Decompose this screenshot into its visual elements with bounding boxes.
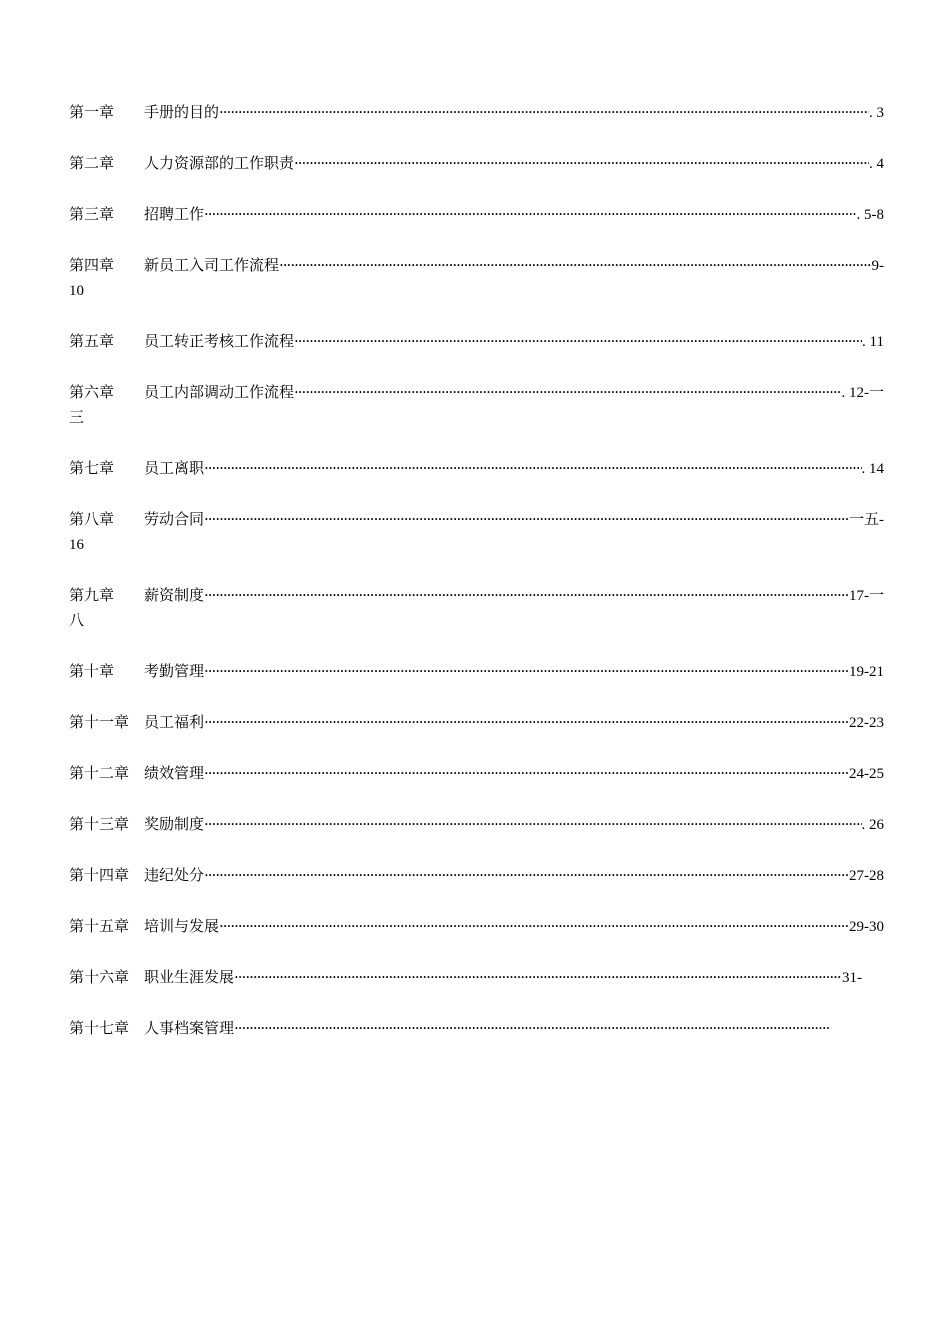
page-reference-continued: 10 <box>69 283 84 299</box>
chapter-number: 第五章 <box>69 332 115 350</box>
page-reference: . 5-8 <box>856 207 884 223</box>
chapter-title: 员工转正考核工作流程 <box>144 332 295 350</box>
chapter-number: 第九章 <box>69 586 115 604</box>
dot-leader <box>204 710 849 735</box>
dot-leader <box>204 812 861 837</box>
toc-entry <box>69 710 884 736</box>
toc-entry <box>69 507 884 558</box>
toc-entry <box>69 1016 884 1041</box>
chapter-number: 第二章 <box>69 154 115 172</box>
toc-entry <box>69 253 884 304</box>
page-reference: 9- <box>871 258 884 274</box>
chapter-number: 第六章 <box>69 383 115 401</box>
dot-leader <box>204 659 849 684</box>
page-reference: 29-30 <box>849 919 884 935</box>
dot-leader <box>294 380 841 405</box>
chapter-title: 劳动合同 <box>144 510 205 528</box>
page-reference: 24-25 <box>849 766 884 782</box>
page-reference: . 14 <box>861 461 884 477</box>
dot-leader <box>219 100 869 125</box>
toc-entry <box>69 761 884 787</box>
dot-leader <box>204 202 856 227</box>
dot-leader <box>204 507 849 532</box>
dot-leader <box>294 329 862 354</box>
page-reference: . 3 <box>869 105 884 121</box>
page-reference: 一五- <box>849 512 884 528</box>
chapter-number: 第十七章 <box>69 1019 130 1037</box>
chapter-title: 绩效管理 <box>144 764 205 782</box>
chapter-title: 奖励制度 <box>144 815 205 833</box>
chapter-number: 第三章 <box>69 205 115 223</box>
page-reference: 17-一 <box>849 588 884 604</box>
toc-entry <box>69 151 884 177</box>
dot-leader <box>234 1016 829 1041</box>
page-reference-continued: 八 <box>69 613 85 629</box>
dot-leader <box>219 914 849 939</box>
chapter-number: 第十章 <box>69 662 115 680</box>
chapter-title: 员工离职 <box>144 459 205 477</box>
toc-entry <box>69 914 884 940</box>
dot-leader <box>204 583 849 608</box>
toc-entry <box>69 583 884 634</box>
dot-leader <box>294 151 869 176</box>
page-reference: 19-21 <box>849 664 884 680</box>
page-reference: . 26 <box>861 817 884 833</box>
chapter-title: 员工内部调动工作流程 <box>144 383 295 401</box>
dot-leader <box>279 253 871 278</box>
page-reference: . 4 <box>869 156 884 172</box>
toc-entry <box>69 812 884 838</box>
table-of-contents <box>69 100 884 1066</box>
chapter-title: 薪资制度 <box>144 586 205 604</box>
chapter-number: 第十四章 <box>69 866 130 884</box>
toc-entry <box>69 380 884 431</box>
chapter-title: 招聘工作 <box>144 205 205 223</box>
chapter-number: 第十六章 <box>69 968 130 986</box>
toc-entry <box>69 456 884 482</box>
toc-entry <box>69 329 884 355</box>
chapter-number: 第八章 <box>69 510 115 528</box>
toc-entry <box>69 202 884 228</box>
chapter-title: 考勤管理 <box>144 662 205 680</box>
toc-entry <box>69 659 884 685</box>
page-reference: 31- <box>842 970 862 986</box>
dot-leader <box>204 761 849 786</box>
chapter-title: 职业生涯发展 <box>144 968 235 986</box>
chapter-title: 手册的目的 <box>144 103 220 121</box>
chapter-number: 第一章 <box>69 103 115 121</box>
page-reference-continued: 16 <box>69 537 84 553</box>
chapter-number: 第十五章 <box>69 917 130 935</box>
chapter-title: 培训与发展 <box>144 917 220 935</box>
page-reference: 22-23 <box>849 715 884 731</box>
chapter-title: 新员工入司工作流程 <box>144 256 280 274</box>
dot-leader <box>204 863 849 888</box>
dot-leader <box>234 965 842 990</box>
chapter-number: 第十一章 <box>69 713 130 731</box>
chapter-number: 第十二章 <box>69 764 130 782</box>
chapter-number: 第十三章 <box>69 815 130 833</box>
chapter-number: 第四章 <box>69 256 115 274</box>
page-reference: 27-28 <box>849 868 884 884</box>
dot-leader <box>204 456 861 481</box>
chapter-title: 人力资源部的工作职责 <box>144 154 295 172</box>
chapter-number: 第七章 <box>69 459 115 477</box>
toc-entry <box>69 863 884 889</box>
toc-entry <box>69 100 884 126</box>
chapter-title: 人事档案管理 <box>144 1019 235 1037</box>
page-reference-continued: 三 <box>69 410 85 426</box>
page-reference: . 12-一 <box>841 385 884 401</box>
chapter-title: 员工福利 <box>144 713 205 731</box>
chapter-title: 违纪处分 <box>144 866 205 884</box>
toc-entry <box>69 965 884 991</box>
page-reference: . 11 <box>862 334 884 350</box>
